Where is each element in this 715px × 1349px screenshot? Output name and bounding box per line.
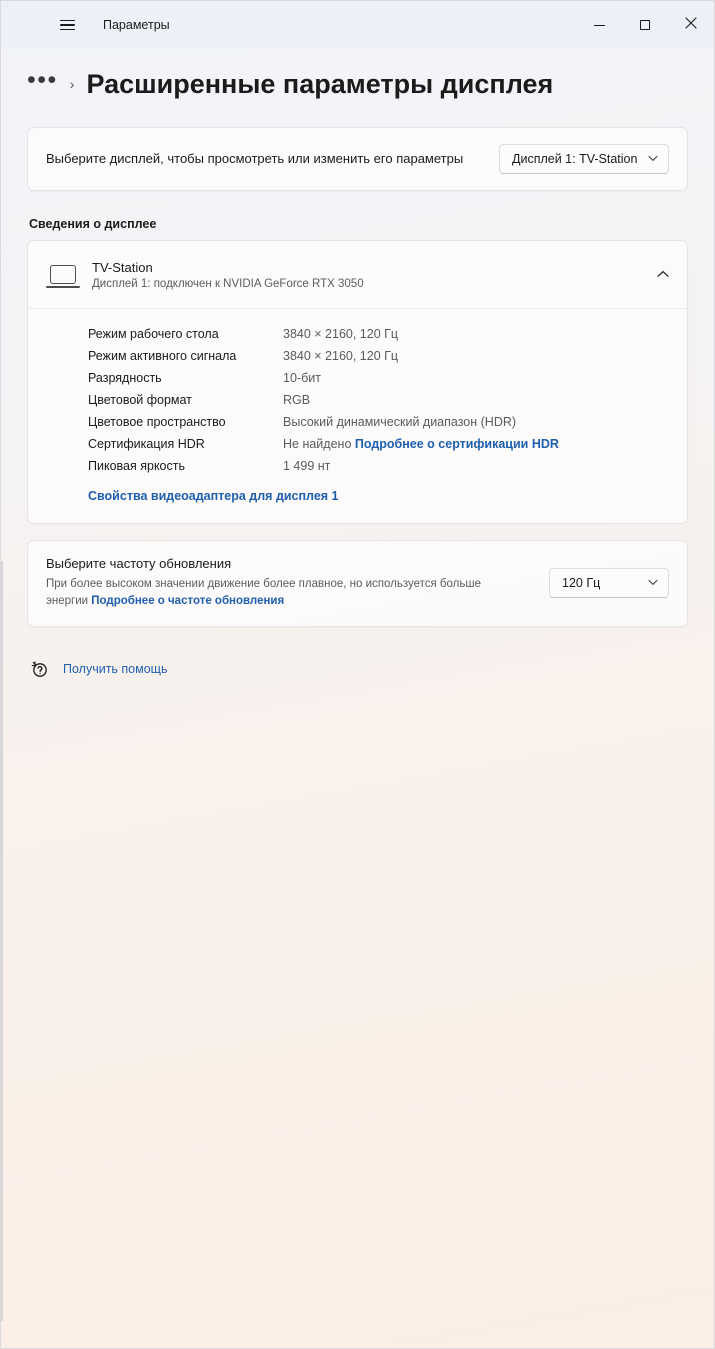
refresh-rate-text [46, 556, 516, 611]
spec-key: Пиковая яркость [88, 459, 185, 473]
spec-value: 3840 × 2160, 120 Гц [283, 327, 399, 341]
page-title: Расширенные параметры дисплея [86, 68, 554, 99]
spec-value: 3840 × 2160, 120 Гц [283, 349, 399, 363]
table-row [88, 455, 669, 477]
hamburger-icon [60, 20, 75, 31]
display-select-value: Дисплей 1: TV-Station [512, 152, 638, 166]
spec-key: Режим активного сигнала [88, 349, 237, 363]
hdr-certification-link[interactable]: Подробнее о сертификации HDR [354, 437, 559, 451]
table-row [88, 323, 669, 345]
spec-value: RGB [283, 393, 311, 407]
display-details-expander-header[interactable] [28, 241, 687, 309]
table-row [88, 367, 669, 389]
window-title: Параметры [103, 18, 170, 32]
refresh-rate-description [46, 576, 516, 611]
spec-key: Цветовое пространство [88, 415, 226, 429]
device-identity [92, 260, 364, 290]
nav-menu-button[interactable] [45, 5, 89, 45]
refresh-rate-value: 120 Гц [562, 576, 601, 591]
device-name: TV-Station [92, 259, 153, 275]
breadcrumb-separator-icon: › [69, 76, 75, 92]
get-help-row[interactable] [27, 659, 688, 679]
spec-key: Цветовой формат [88, 393, 192, 407]
spec-value: 1 499 нт [283, 459, 331, 473]
maximize-button[interactable] [622, 1, 668, 49]
title-bar [1, 1, 714, 49]
display-details-card [27, 240, 688, 524]
window-edge-strip [1, 561, 3, 1321]
spec-value: 10-бит [283, 371, 321, 385]
back-button[interactable] [1, 5, 45, 45]
close-button[interactable] [668, 1, 714, 49]
refresh-rate-description-text: При более высоком значении движение более плавное, но используется больше энергии [46, 578, 481, 608]
spec-key: Режим рабочего стола [88, 327, 219, 341]
close-icon [685, 16, 697, 34]
display-info-section-label: Сведения о дисплее [29, 217, 157, 231]
table-row [88, 345, 669, 367]
display-details-body [28, 309, 687, 523]
refresh-rate-title: Выберите частоту обновления [46, 556, 232, 571]
display-select-dropdown[interactable] [499, 144, 669, 174]
maximize-icon [640, 20, 650, 30]
select-display-card [27, 127, 688, 191]
content-area [1, 111, 714, 679]
minimize-button[interactable] [576, 1, 622, 49]
refresh-rate-learn-more-link[interactable]: Подробнее о частоте обновления [91, 595, 285, 608]
table-row [88, 433, 669, 455]
table-row [88, 411, 669, 433]
chevron-up-icon [657, 269, 669, 281]
spec-value-hdr [283, 433, 669, 455]
spec-value: Высокий динамический диапазон (HDR) [283, 415, 517, 429]
table-row [88, 389, 669, 411]
spec-key: Разрядность [88, 371, 162, 385]
device-connection: Дисплей 1: подключен к NVIDIA GeForce RTX 3050 [92, 277, 364, 290]
chevron-down-icon [648, 155, 658, 164]
select-display-description: Выберите дисплей, чтобы просмотреть или изменить его параметры [46, 150, 464, 166]
get-help-link[interactable]: Получить помощь [63, 661, 168, 676]
minimize-icon [594, 25, 605, 26]
refresh-rate-dropdown[interactable] [549, 568, 669, 598]
hdr-cert-value: Не найдено [283, 437, 352, 451]
breadcrumb-overflow-button[interactable]: ••• [27, 65, 58, 94]
monitor-icon [50, 265, 76, 284]
adapter-properties-link[interactable]: Свойства видеоадаптера для дисплея 1 [88, 489, 339, 503]
page-header [1, 49, 714, 111]
chevron-down-icon [648, 579, 658, 588]
spec-key: Сертификация HDR [88, 437, 205, 451]
help-question-icon [29, 659, 49, 679]
display-specs-table [88, 323, 669, 477]
caption-buttons [576, 1, 714, 49]
refresh-rate-card [27, 540, 688, 627]
